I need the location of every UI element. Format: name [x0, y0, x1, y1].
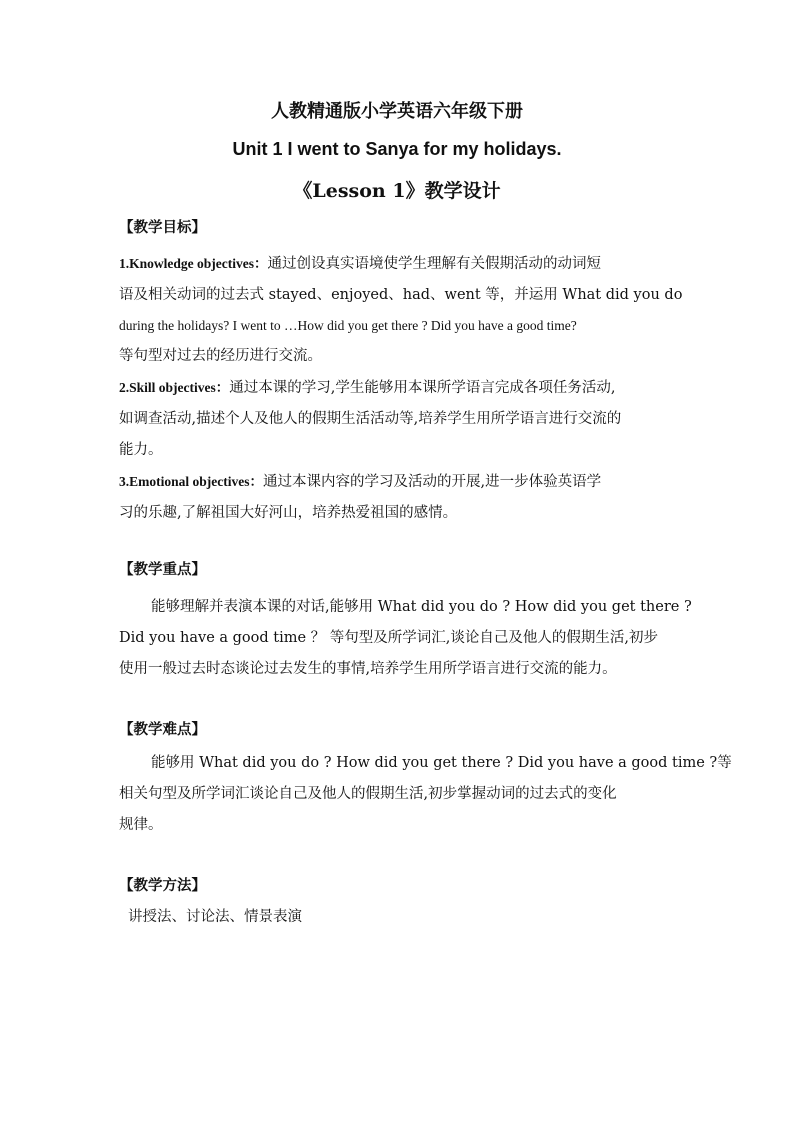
knowledge-text-2: 语及相关动词的过去式 stayed、enjoyed、had、went 等，并运用 What did you do [119, 287, 683, 303]
key-points-heading: 【教学重点】 [119, 561, 206, 578]
knowledge-text-1: 通过创设真实语境使学生理解有关假期活动的动词短 [267, 256, 601, 272]
skill-text-1: 通过本课的学习,学生能够用本课所学语言完成各项任务活动, [229, 380, 616, 396]
emotional-text-2: 习的乐趣,了解祖国大好河山，培养热爱祖国的感情。 [119, 505, 458, 521]
skill-objectives-line [119, 378, 615, 398]
emotional-text-1: 通过本课内容的学习及活动的开展,进一步体验英语学 [263, 474, 602, 490]
skill-text-3: 能力。 [119, 442, 163, 458]
emotional-label: 3.Emotional objectives： [119, 474, 263, 489]
difficult-points-heading: 【教学难点】 [119, 721, 206, 738]
knowledge-text-3: during the holidays? I went to …How did you get there ? Did you have a good time? [119, 318, 577, 333]
knowledge-objectives-line [119, 254, 601, 274]
methods-text: 讲授法、讨论法、情景表演 [128, 909, 302, 925]
skill-text-2: 如调查活动,描述个人及他人的假期生活活动等,培养学生用所学语言进行交流的 [119, 411, 622, 427]
methods-heading: 【教学方法】 [119, 877, 206, 894]
objectives-heading: 【教学目标】 [119, 219, 206, 236]
knowledge-label: 1.Knowledge objectives： [119, 256, 268, 271]
unit-title: Unit 1 I went to Sanya for my holidays. [232, 139, 562, 159]
lesson-title: 《Lesson 1》教学设计 [293, 180, 501, 202]
skill-label: 2.Skill objectives： [119, 380, 230, 395]
document-title: 人教精通版小学英语六年级下册 [271, 101, 523, 122]
key-points-text-1: 能够理解并表演本课的对话,能够用 What did you do ? How did you get there ? [151, 599, 692, 615]
emotional-objectives-line [119, 472, 601, 492]
key-points-text-3: 使用一般过去时态谈论过去发生的事情,培养学生用所学语言进行交流的能力。 [119, 661, 617, 677]
knowledge-text-4: 等句型对过去的经历进行交流。 [119, 348, 322, 364]
difficult-points-text-3: 规律。 [119, 817, 163, 833]
key-points-text-2: Did you have a good time ？ 等句型及所学词汇,谈论自己及他人的假期生活,初步 [119, 630, 659, 646]
difficult-points-text-1: 能够用 What did you do ? How did you get there ? Did you have a good time ?等 [151, 755, 732, 771]
difficult-points-text-2: 相关句型及所学词汇谈论自己及他人的假期生活,初步掌握动词的过去式的变化 [119, 786, 617, 802]
